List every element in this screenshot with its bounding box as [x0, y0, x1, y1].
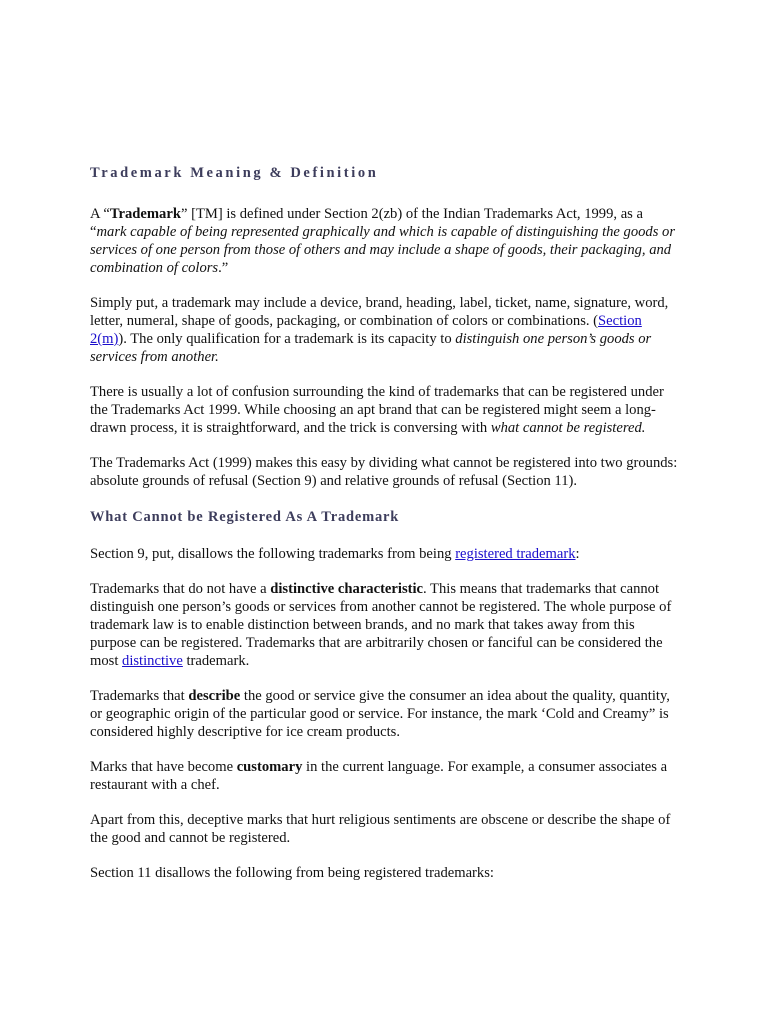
text-run: Marks that have become: [90, 759, 237, 775]
text-run: :: [575, 546, 580, 562]
paragraph-confusion: [90, 383, 680, 437]
page-title: Trademark Meaning & Definition: [90, 165, 379, 181]
paragraph-grounds: The Trademarks Act (1999) makes this easy by dividing what cannot be registered into two grounds: absolute grounds of refusal (Section 9) and relative grounds of refusal (Section 11).: [90, 455, 678, 489]
text-run: . This means that trademarks that cannot distinguish one person’s goods or services from another cannot be registered. The whole purpose of trademark law is to enable distinction between brands, and no mark that takes away from this purpose can be registered. Trademarks that are arbitrarily chosen or fanciful can be considered the most: [90, 581, 672, 669]
bold-term: customary: [236, 759, 303, 775]
text-run: trademark.: [182, 653, 250, 669]
paragraph-simply-put: [90, 294, 680, 366]
text-run: Section 9, put, disallows the following trademarks from being: [90, 546, 456, 562]
text-run: Trademarks that: [90, 688, 189, 704]
text-run: Simply put, a trademark may include a device, brand, heading, label, ticket, name, signature, word, letter, numeral, shape of goods, packaging, or combination of colors or combinations. (: [90, 295, 669, 329]
text-run: A “: [90, 206, 110, 222]
italic-phrase: what cannot be registered.: [490, 420, 646, 436]
text-run: the good or service give the consumer an idea about the quality, quantity, or geographic origin of the particular good or service. For instance, the mark ‘Cold and Creamy” is considered highly descriptive for ice cream products.: [90, 688, 670, 740]
paragraph-definition: [90, 205, 680, 277]
text-run: .”: [218, 260, 229, 276]
definition-quote: mark capable of being represented graphically and which is capable of distinguishing the goods or services of one person from those of others and may include a shape of goods, their packaging, and combination of colors: [90, 224, 676, 276]
italic-phrase: distinguish one person’s goods or services from another.: [90, 331, 652, 365]
paragraph-section-11: Section 11 disallows the following from being registered trademarks:: [90, 865, 494, 881]
link-distinctive[interactable]: distinctive: [122, 653, 183, 669]
link-registered-trademark[interactable]: registered trademark: [455, 546, 576, 562]
paragraph-section-9: [90, 545, 680, 563]
bold-term: distinctive characteristic: [270, 581, 424, 597]
text-run: Trademarks that do not have a: [90, 581, 271, 597]
text-run: ). The only qualification for a trademark is its capacity to: [118, 331, 456, 347]
paragraph-distinctive: [90, 580, 680, 670]
paragraph-deceptive: Apart from this, deceptive marks that hurt religious sentiments are obscene or describe the shape of the good and cannot be registered.: [90, 812, 671, 846]
bold-term: describe: [188, 688, 241, 704]
section-heading: What Cannot be Registered As A Trademark: [90, 509, 400, 525]
paragraph-customary: [90, 758, 680, 794]
link-section-2m[interactable]: Section 2(m): [90, 313, 642, 347]
text-run: in the current language. For example, a consumer associates a restaurant with a chef.: [90, 759, 668, 793]
paragraph-describe: [90, 687, 680, 741]
text-run: ” [TM] is defined under Section 2(zb) of the Indian Trademarks Act, 1999, as a “: [90, 206, 643, 240]
bold-term-trademark: Trademark: [109, 206, 181, 222]
text-run: There is usually a lot of confusion surrounding the kind of trademarks that can be registered under the Trademarks Act 1999. While choosing an apt brand that can be registered might seem a long-drawn process, it is straightforward, and the trick is conversing with: [90, 384, 664, 436]
document-body: [90, 163, 680, 899]
